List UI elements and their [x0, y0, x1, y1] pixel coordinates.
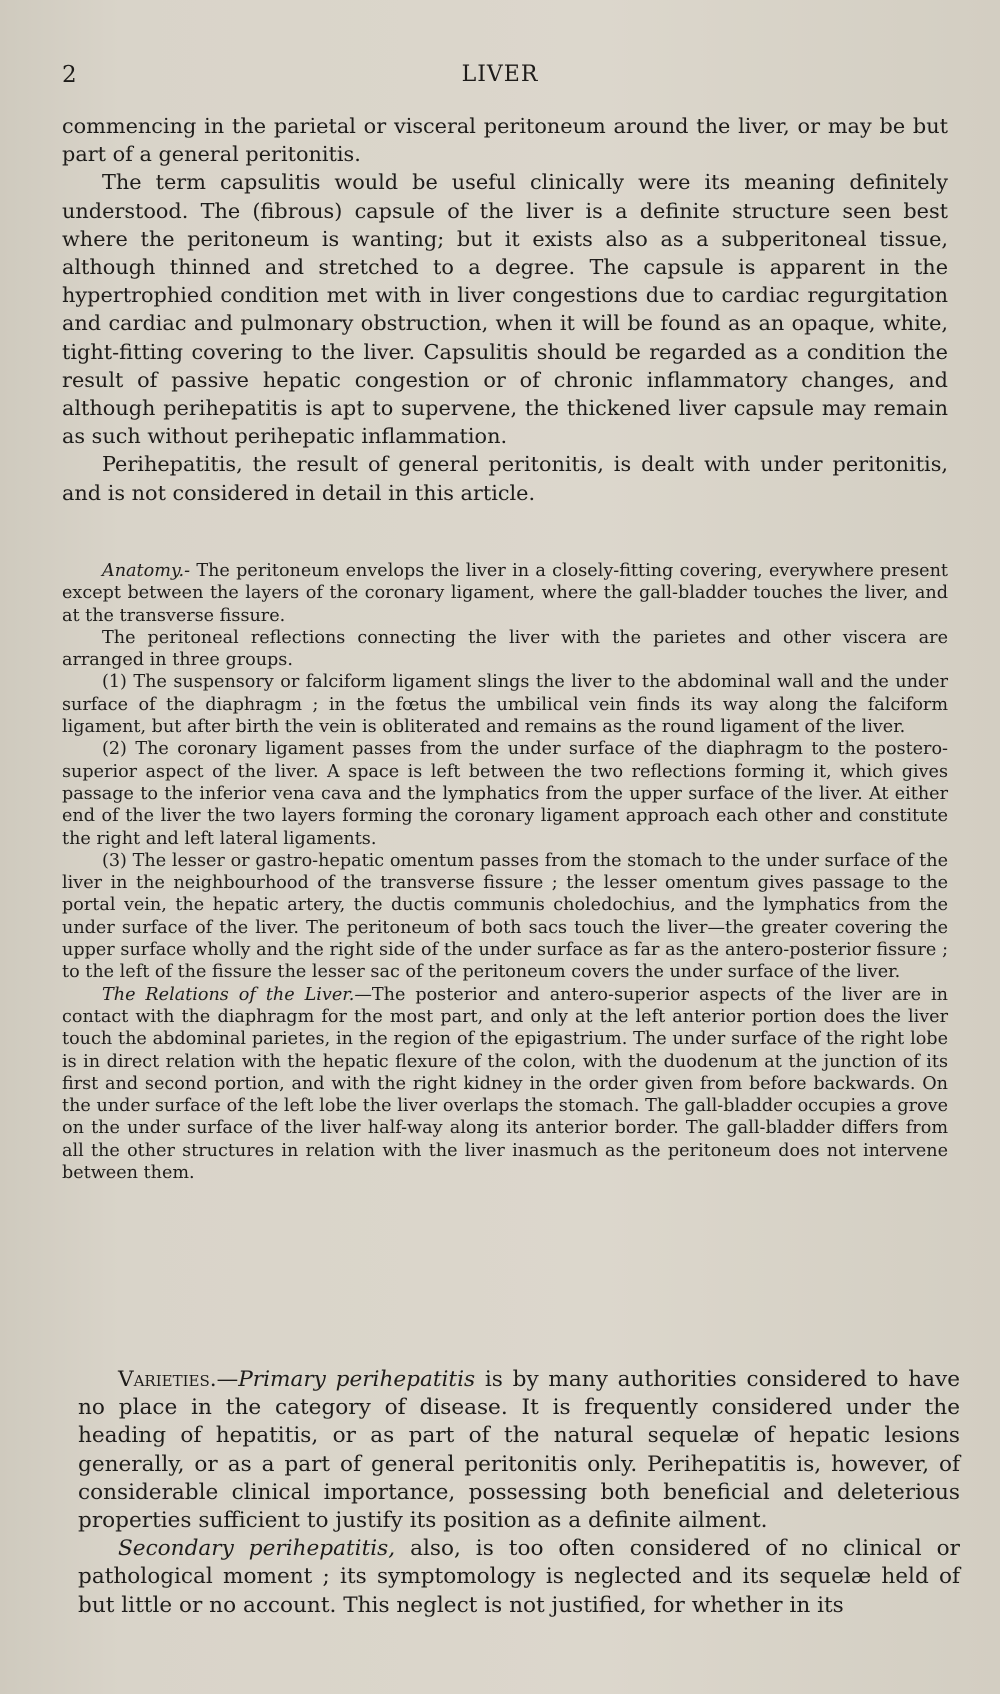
paragraph: [78, 1366, 960, 1535]
running-head: LIVER: [461, 62, 539, 87]
paragraph-text: also, is too often considered of no clinical or pathological moment ; its symptomology is neglected and its sequelæ held of but little or no account. This neglect is not justified, for whether in its: [78, 1536, 961, 1618]
paragraph-text: The peritoneum envelops the liver in a closely-fitting covering, everywhere present except between the layers of the coronary ligament, where the gall-bladder touches the liver, and at the transverse fissure.: [62, 561, 948, 626]
paragraph-text: is by many authorities considered to have no place in the category of disease. It is frequently considered under the heading of hepatitis, or as part of the natural sequelæ of hepatic lesions generally, or as a part of general peritonitis only. Perihepatitis is, however, of considerable clinical importance, possessing both beneficial and deleterious properties sufficient to justify its position as a definite ailment.: [78, 1367, 960, 1534]
paragraph: (1) The suspensory or falciform ligament slings the liver to the abdominal wall and the under surface of the diaphragm ; in the fœtus the umbilical vein finds its way along the falciform ligament, but after birth the vein is obliterated and remains as the round ligament of the liver.: [62, 672, 948, 738]
paragraph: commencing in the parietal or visceral peritoneum around the liver, or may be but part of a general peritonitis.: [62, 114, 948, 167]
varieties-section: [78, 1366, 960, 1620]
varieties-heading: Varieties.: [118, 1367, 217, 1392]
paragraph: (2) The coronary ligament passes from the under surface of the diaphragm to the postero-superior aspect of the liver. A space is left between the two reflections forming it, which gives passage to the inferior vena cava and the lymphatics from the upper surface of the liver. At either end of the liver the two layers forming the coronary ligament approach each other and constitute the right and left lateral ligaments.: [62, 739, 948, 849]
dash: —: [216, 1367, 239, 1392]
paragraph: [62, 984, 948, 1185]
page-number: 2: [62, 62, 77, 88]
relations-heading: The Relations of the Liver.: [102, 984, 355, 1005]
paragraph: [62, 560, 948, 627]
secondary-heading: Secondary perihepatitis,: [118, 1536, 396, 1562]
anatomy-section: [62, 560, 948, 1184]
paragraph: Perihepatitis, the result of general peritonitis, is dealt with under peritonitis, and is not considered in detail in this article.: [62, 452, 948, 505]
anatomy-heading: Anatomy.-: [102, 561, 191, 581]
page-header: [62, 62, 938, 92]
paragraph: (3) The lesser or gastro-hepatic omentum passes from the stomach to the under surface of the liver in the neighbourhood of the transverse fissure ; the lesser omentum gives passage to the portal vein, the hepatic artery, the ductis communis choledochius, and the lymphatics from the under surface of the liver. The peritoneum of both sacs touch the liver—the greater covering the upper surface wholly and the right side of the under surface as far as the antero-posterior fissure ; to the left of the fissure the lesser sac of the peritoneum covers the under surface of the liver.: [62, 850, 948, 983]
primary-heading: Primary perihepatitis: [238, 1367, 476, 1392]
capsulitis-section: [62, 112, 948, 507]
paragraph: [78, 1535, 960, 1620]
paragraph-text: —The posterior and antero-superior aspects of the liver are in contact with the diaphragm for the most part, and only at the left anterior portion does the liver touch the abdominal parietes, in the region of the epigastrium. The under surface of the right lobe is in direct relation with the hepatic flexure of the colon, with the duodenum at the junction of its first and second portion, and with the right kidney in the order given from before backwards. On the under surface of the left lobe the liver overlaps the stomach. The gall-bladder occupies a grove on the under surface of the liver half-way along its anterior border. The gall-bladder differs from all the other structures in relation with the liver inasmuch as the peritoneum does not intervene between them.: [62, 984, 948, 1184]
paragraph: The peritoneal reflections connecting the liver with the parietes and other viscera are arranged in three groups.: [62, 627, 948, 671]
paragraph: The term capsulitis would be useful clinically were its meaning definitely understood. The (fibrous) capsule of the liver is a definite structure seen best where the peritoneum is wanting; but it exists also as a subperitoneal tissue, although thinned and stretched to a degree. The capsule is apparent in the hypertrophied condition met with in liver congestions due to cardiac regurgitation and cardiac and pulmonary obstruction, when it will be found as an opaque, white, tight-fitting covering to the liver. Capsulitis should be regarded as a condition the result of passive hepatic congestion or of chronic inflammatory changes, and although perihepatitis is apt to supervene, the thickened liver capsule may remain as such without perihepatic inflammation.: [62, 170, 948, 449]
